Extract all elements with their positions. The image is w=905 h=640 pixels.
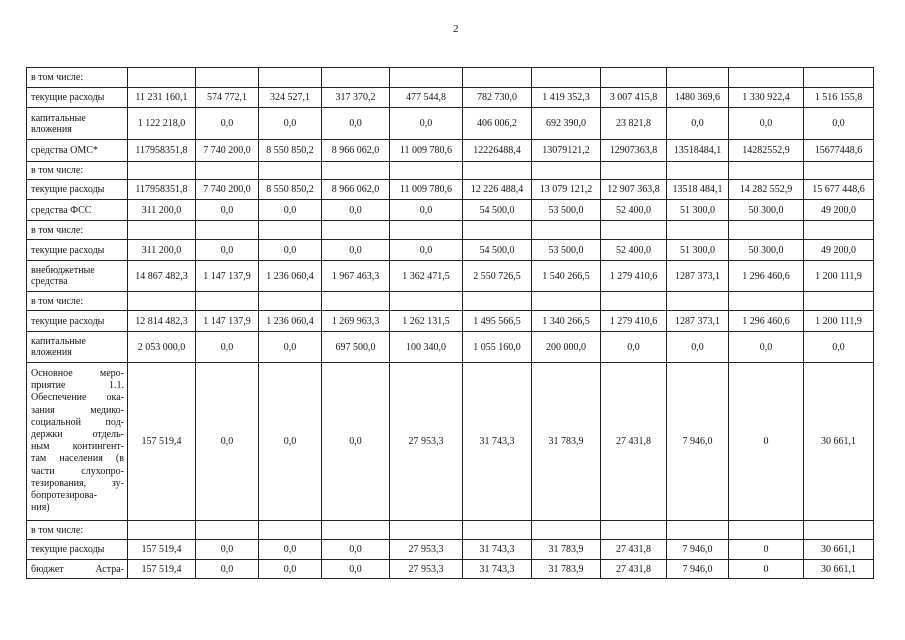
value-cell: [259, 521, 322, 540]
table-row: [27, 88, 874, 108]
value-cell: [667, 68, 729, 88]
value-cell: 49 200,0: [804, 240, 874, 261]
table-row: [27, 68, 874, 88]
value-cell: 1 296 460,6: [729, 311, 804, 332]
row-label: текущие расходы: [27, 540, 128, 560]
value-cell: [463, 68, 532, 88]
row-label-line: держки отдель-: [31, 429, 124, 441]
value-cell: 0,0: [259, 540, 322, 560]
value-cell: 50 300,0: [729, 240, 804, 261]
value-cell: 30 661,1: [804, 540, 874, 560]
value-cell: [128, 292, 196, 311]
row-label-line: вложения: [31, 123, 72, 135]
table-row: [27, 521, 874, 540]
value-cell: [601, 68, 667, 88]
value-cell: 7 946,0: [667, 363, 729, 521]
row-label: текущие расходы: [27, 311, 128, 332]
value-cell: [532, 221, 601, 240]
value-cell: [390, 221, 463, 240]
row-label: [27, 108, 128, 140]
row-label-line: тезирования, зу-: [31, 477, 124, 489]
row-label: текущие расходы: [27, 180, 128, 200]
value-cell: 53 500,0: [532, 240, 601, 261]
value-cell: 0,0: [667, 332, 729, 363]
value-cell: [804, 221, 874, 240]
value-cell: 27 953,3: [390, 363, 463, 521]
value-cell: [532, 521, 601, 540]
value-cell: 0,0: [667, 108, 729, 140]
value-cell: 0,0: [196, 240, 259, 261]
value-cell: [322, 162, 390, 180]
value-cell: [804, 162, 874, 180]
value-cell: 12 226 488,4: [463, 180, 532, 200]
value-cell: 1 419 352,3: [532, 88, 601, 108]
row-label-line: капитальные: [31, 336, 86, 347]
value-cell: [390, 292, 463, 311]
value-cell: 13 079 121,2: [532, 180, 601, 200]
value-cell: 0,0: [259, 200, 322, 221]
value-cell: 1287 373,1: [667, 261, 729, 292]
value-cell: 14 867 482,3: [128, 261, 196, 292]
value-cell: [322, 521, 390, 540]
value-cell: 1287 373,1: [667, 311, 729, 332]
value-cell: 1 330 922,4: [729, 88, 804, 108]
value-cell: [729, 162, 804, 180]
value-cell: 0,0: [259, 363, 322, 521]
value-cell: 27 431,8: [601, 540, 667, 560]
value-cell: 27 953,3: [390, 540, 463, 560]
row-label: в том числе:: [27, 292, 128, 311]
value-cell: 1 262 131,5: [390, 311, 463, 332]
value-cell: [729, 292, 804, 311]
table-row: [27, 292, 874, 311]
table-row: [27, 240, 874, 261]
value-cell: [532, 68, 601, 88]
row-label: в том числе:: [27, 521, 128, 540]
row-label: [27, 363, 128, 521]
value-cell: [128, 68, 196, 88]
value-cell: 11 231 160,1: [128, 88, 196, 108]
row-label-line: приятие 1.1.: [31, 380, 124, 392]
value-cell: 1 279 410,6: [601, 261, 667, 292]
row-label-line: социальной под-: [31, 416, 124, 428]
value-cell: 1 516 155,8: [804, 88, 874, 108]
table-row: [27, 180, 874, 200]
row-label-line: Основное меро-: [31, 368, 124, 379]
value-cell: 1 279 410,6: [601, 311, 667, 332]
value-cell: 0,0: [601, 332, 667, 363]
value-cell: [390, 162, 463, 180]
value-cell: 157 519,4: [128, 560, 196, 579]
value-cell: 0,0: [259, 332, 322, 363]
value-cell: 1 540 266,5: [532, 261, 601, 292]
value-cell: [729, 68, 804, 88]
value-cell: 8 966 062,0: [322, 140, 390, 162]
value-cell: 31 783,9: [532, 560, 601, 579]
value-cell: [196, 521, 259, 540]
value-cell: 0,0: [259, 240, 322, 261]
table-row: [27, 311, 874, 332]
value-cell: 31 743,3: [463, 363, 532, 521]
value-cell: 0,0: [196, 200, 259, 221]
value-cell: 8 550 850,2: [259, 140, 322, 162]
value-cell: 1 362 471,5: [390, 261, 463, 292]
value-cell: 317 370,2: [322, 88, 390, 108]
value-cell: 1 200 111,9: [804, 261, 874, 292]
value-cell: 1 147 137,9: [196, 261, 259, 292]
value-cell: [532, 292, 601, 311]
value-cell: 0,0: [259, 108, 322, 140]
value-cell: 12 814 482,3: [128, 311, 196, 332]
value-cell: 2 550 726,5: [463, 261, 532, 292]
row-label-line: ным контингент-: [31, 441, 124, 453]
value-cell: 0,0: [322, 108, 390, 140]
value-cell: 49 200,0: [804, 200, 874, 221]
value-cell: 12 907 363,8: [601, 180, 667, 200]
row-label-line: ния): [31, 502, 50, 514]
value-cell: 8 550 850,2: [259, 180, 322, 200]
value-cell: 14 282 552,9: [729, 180, 804, 200]
value-cell: 311 200,0: [128, 200, 196, 221]
value-cell: [667, 221, 729, 240]
value-cell: 31 783,9: [532, 540, 601, 560]
value-cell: 15 677 448,6: [804, 180, 874, 200]
value-cell: 477 544,8: [390, 88, 463, 108]
value-cell: 52 400,0: [601, 240, 667, 261]
value-cell: [128, 162, 196, 180]
table-row: [27, 363, 874, 521]
value-cell: 1 495 566,5: [463, 311, 532, 332]
table-row: [27, 140, 874, 162]
value-cell: 1 200 111,9: [804, 311, 874, 332]
value-cell: [532, 162, 601, 180]
value-cell: [259, 162, 322, 180]
value-cell: 23 821,8: [601, 108, 667, 140]
value-cell: 0: [729, 560, 804, 579]
row-label-line: капитальные: [31, 112, 86, 124]
value-cell: 52 400,0: [601, 200, 667, 221]
value-cell: 30 661,1: [804, 363, 874, 521]
value-cell: 1 055 160,0: [463, 332, 532, 363]
row-label-line: внебюджетные: [31, 265, 95, 276]
value-cell: 30 661,1: [804, 560, 874, 579]
value-cell: 1 236 060,4: [259, 261, 322, 292]
value-cell: [601, 221, 667, 240]
table-row: [27, 221, 874, 240]
value-cell: 13518 484,1: [667, 180, 729, 200]
value-cell: 0,0: [390, 108, 463, 140]
value-cell: [729, 221, 804, 240]
value-cell: 2 053 000,0: [128, 332, 196, 363]
value-cell: 51 300,0: [667, 240, 729, 261]
value-cell: 1 122 218,0: [128, 108, 196, 140]
value-cell: 11 009 780,6: [390, 140, 463, 162]
table-row: [27, 332, 874, 363]
value-cell: 0,0: [322, 363, 390, 521]
value-cell: 324 527,1: [259, 88, 322, 108]
value-cell: [196, 221, 259, 240]
value-cell: 54 500,0: [463, 200, 532, 221]
value-cell: 7 946,0: [667, 540, 729, 560]
value-cell: 31 783,9: [532, 363, 601, 521]
row-label-line: там населения (в: [31, 453, 124, 465]
value-cell: 0,0: [729, 108, 804, 140]
value-cell: [601, 521, 667, 540]
value-cell: 11 009 780,6: [390, 180, 463, 200]
table-body: [27, 68, 874, 579]
value-cell: [601, 292, 667, 311]
value-cell: 311 200,0: [128, 240, 196, 261]
value-cell: 27 953,3: [390, 560, 463, 579]
value-cell: [667, 521, 729, 540]
value-cell: 1 967 463,3: [322, 261, 390, 292]
value-cell: 1 340 266,5: [532, 311, 601, 332]
value-cell: 574 772,1: [196, 88, 259, 108]
value-cell: 8 966 062,0: [322, 180, 390, 200]
page-number: 2: [453, 23, 459, 35]
row-label: бюджет Астра-: [27, 560, 128, 579]
value-cell: [463, 221, 532, 240]
value-cell: [322, 221, 390, 240]
value-cell: [390, 521, 463, 540]
value-cell: [196, 162, 259, 180]
value-cell: 13518484,1: [667, 140, 729, 162]
value-cell: 0,0: [196, 540, 259, 560]
value-cell: 0,0: [390, 240, 463, 261]
value-cell: 7 740 200,0: [196, 180, 259, 200]
value-cell: 117958351,8: [128, 140, 196, 162]
value-cell: 157 519,4: [128, 363, 196, 521]
value-cell: 13079121,2: [532, 140, 601, 162]
value-cell: 692 390,0: [532, 108, 601, 140]
row-label: [27, 332, 128, 363]
value-cell: [729, 521, 804, 540]
value-cell: 3 007 415,8: [601, 88, 667, 108]
value-cell: [804, 68, 874, 88]
value-cell: [259, 68, 322, 88]
row-label-line: части слухопро-: [31, 465, 124, 477]
value-cell: [128, 521, 196, 540]
value-cell: 0,0: [804, 108, 874, 140]
table-row: [27, 540, 874, 560]
value-cell: 54 500,0: [463, 240, 532, 261]
table-row: [27, 162, 874, 180]
row-label: в том числе:: [27, 162, 128, 180]
value-cell: 697 500,0: [322, 332, 390, 363]
value-cell: [463, 162, 532, 180]
value-cell: 31 743,3: [463, 560, 532, 579]
value-cell: [322, 68, 390, 88]
value-cell: [804, 521, 874, 540]
row-label: в том числе:: [27, 221, 128, 240]
value-cell: 1 269 963,3: [322, 311, 390, 332]
value-cell: 0: [729, 363, 804, 521]
value-cell: 117958351,8: [128, 180, 196, 200]
table-row: [27, 200, 874, 221]
value-cell: 0,0: [196, 108, 259, 140]
table-row: [27, 108, 874, 140]
value-cell: 0,0: [804, 332, 874, 363]
value-cell: 0,0: [322, 560, 390, 579]
value-cell: 200 000,0: [532, 332, 601, 363]
value-cell: [390, 68, 463, 88]
value-cell: 0,0: [196, 363, 259, 521]
value-cell: 0,0: [729, 332, 804, 363]
table-row: [27, 560, 874, 579]
value-cell: 14282552,9: [729, 140, 804, 162]
value-cell: 1 236 060,4: [259, 311, 322, 332]
budget-table: [26, 67, 874, 579]
value-cell: 0,0: [322, 240, 390, 261]
row-label: средства ФСС: [27, 200, 128, 221]
value-cell: [463, 521, 532, 540]
value-cell: 51 300,0: [667, 200, 729, 221]
value-cell: [196, 292, 259, 311]
row-label-line: Обеспечение ока-: [31, 392, 124, 404]
value-cell: 31 743,3: [463, 540, 532, 560]
value-cell: [804, 292, 874, 311]
value-cell: 0,0: [196, 560, 259, 579]
row-label-line: вложения: [31, 347, 72, 358]
value-cell: 0,0: [322, 200, 390, 221]
row-label-line: зания медико-: [31, 404, 124, 416]
row-label: текущие расходы: [27, 240, 128, 261]
value-cell: [196, 68, 259, 88]
value-cell: [322, 292, 390, 311]
value-cell: 7 740 200,0: [196, 140, 259, 162]
value-cell: 7 946,0: [667, 560, 729, 579]
row-label: в том числе:: [27, 68, 128, 88]
value-cell: 0,0: [390, 200, 463, 221]
value-cell: [463, 292, 532, 311]
value-cell: 100 340,0: [390, 332, 463, 363]
value-cell: 157 519,4: [128, 540, 196, 560]
row-label: текущие расходы: [27, 88, 128, 108]
value-cell: [667, 292, 729, 311]
table-row: [27, 261, 874, 292]
value-cell: 0: [729, 540, 804, 560]
value-cell: 12226488,4: [463, 140, 532, 162]
value-cell: 27 431,8: [601, 363, 667, 521]
row-label-line: бопротезирова-: [31, 490, 97, 502]
value-cell: 1480 369,6: [667, 88, 729, 108]
value-cell: 27 431,8: [601, 560, 667, 579]
value-cell: [667, 162, 729, 180]
value-cell: 1 296 460,6: [729, 261, 804, 292]
row-label-line: средства: [31, 276, 68, 287]
value-cell: 0,0: [322, 540, 390, 560]
value-cell: [259, 292, 322, 311]
value-cell: [128, 221, 196, 240]
value-cell: 12907363,8: [601, 140, 667, 162]
value-cell: 782 730,0: [463, 88, 532, 108]
value-cell: [601, 162, 667, 180]
value-cell: 50 300,0: [729, 200, 804, 221]
value-cell: 0,0: [259, 560, 322, 579]
value-cell: 1 147 137,9: [196, 311, 259, 332]
value-cell: 15677448,6: [804, 140, 874, 162]
value-cell: 406 006,2: [463, 108, 532, 140]
row-label: [27, 261, 128, 292]
row-label: средства ОМС*: [27, 140, 128, 162]
value-cell: 0,0: [196, 332, 259, 363]
value-cell: 53 500,0: [532, 200, 601, 221]
value-cell: [259, 221, 322, 240]
